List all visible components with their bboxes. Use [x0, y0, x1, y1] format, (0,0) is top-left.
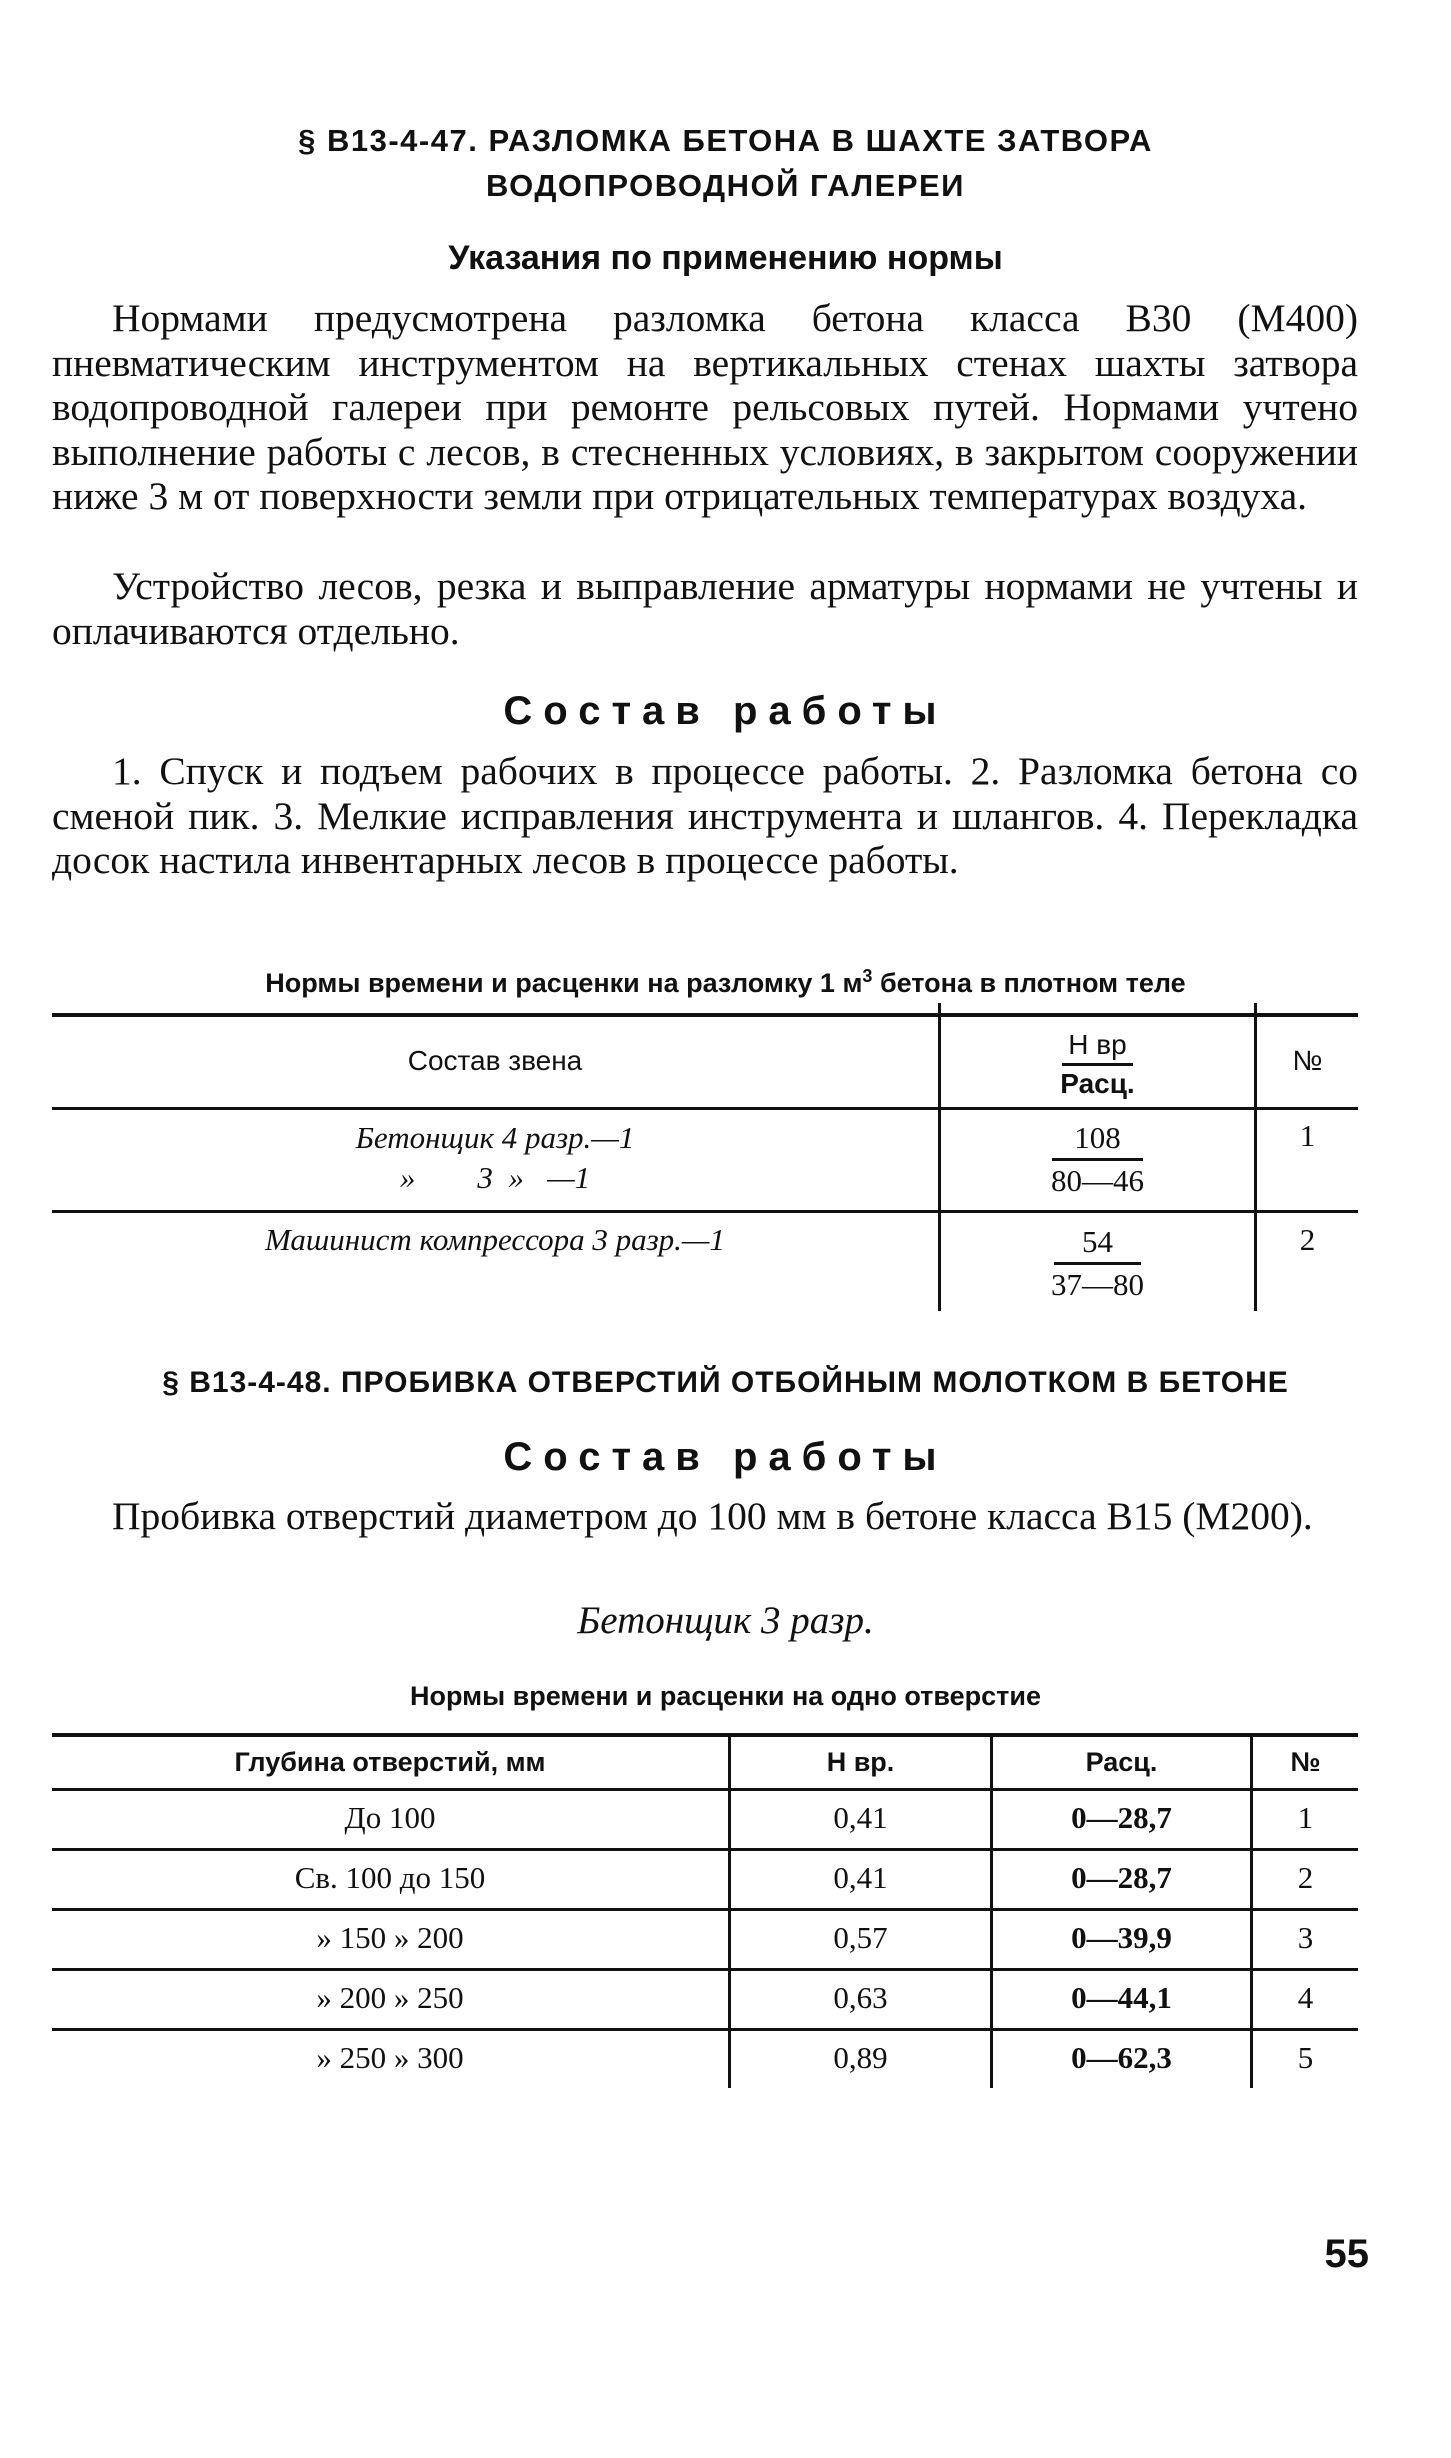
guidance-heading: Указания по применению нормы	[448, 239, 1003, 277]
worker-grade: Бетонщик 3 разр.	[577, 1599, 874, 1642]
table2-header-hvr: Н вр.	[826, 1747, 895, 1777]
work-text-1: 1. Спуск и подъем рабочих в процессе работы. 2. Разломка бетона со сменой пик. 3. Мелкие исправления инструмента и шлангов. 4. Перекладка досок настила инвентарных лесов в процессе работы.	[52, 749, 1358, 882]
table2-row2-no: 2	[1297, 1860, 1314, 1895]
table2-row2-rasc: 0—28,7	[1071, 1860, 1172, 1895]
table1-row2-crew: Машинист компрессора 3 разр.—1	[265, 1222, 725, 1257]
table2-header-rule	[52, 1788, 1358, 1791]
work-heading-2: Состав работы	[503, 1435, 948, 1479]
table2-row-rule-2	[52, 1908, 1358, 1911]
table1-row1-norm	[941, 1118, 1254, 1201]
table2-row5-rasc: 0—62,3	[1071, 2040, 1172, 2075]
table1-row2-rasc: 37—80	[1051, 1267, 1144, 1302]
table2-row1-rasc: 0—28,7	[1071, 1800, 1172, 1835]
table2-row3-hvr: 0,57	[833, 1920, 888, 1955]
table1-row1-rasc: 80—46	[1051, 1163, 1144, 1198]
section-title-line1: § В13-4-47. РАЗЛОМКА БЕТОНА В ШАХТЕ ЗАТВОРА	[298, 123, 1153, 158]
table2-row-rule-4	[52, 2028, 1358, 2031]
table2-col-divider-1	[728, 1733, 731, 2088]
table1-row2-norm	[941, 1222, 1254, 1305]
table1-header-hvr: Н вр	[1062, 1027, 1132, 1066]
table2-row3-depth: » 150 » 200	[316, 1920, 464, 1955]
table1-row1-hvr: 108	[1052, 1118, 1143, 1161]
table2-row3-rasc: 0—39,9	[1071, 1920, 1172, 1955]
table1-header-no: №	[1292, 1045, 1323, 1076]
table2-header-depth: Глубина отверстий, мм	[234, 1747, 546, 1777]
table1-caption-suffix: бетона в плотном теле	[872, 968, 1186, 998]
table2-row5-hvr: 0,89	[833, 2040, 888, 2075]
table1-caption-superscript: 3	[862, 966, 873, 986]
table1-row1-no: 1	[1299, 1118, 1316, 1153]
table1-row2-no: 2	[1299, 1222, 1316, 1257]
paragraph-guidance-1: Нормами предусмотрена разломка бетона класса В30 (М400) пневматическим инструментом на вертикальных стенах шахты затвора водопроводной галереи при ремонте рельсовых путей. Нормами учтено выполнение работы с лесов, в стесненных условиях, в закрытом сооружении ниже 3 м от поверхности земли при отрицательных температурах воздуха.	[52, 296, 1358, 518]
table2-caption: Нормы времени и расценки на одно отверстие	[409, 1681, 1042, 1711]
table1-row1-crew-line2: » 3 » —1	[399, 1160, 591, 1195]
table2-col-divider-2	[990, 1733, 993, 2088]
table2-top-rule	[52, 1733, 1358, 1737]
work-heading-1: Состав работы	[503, 689, 948, 733]
work-text-2: Пробивка отверстий диаметром до 100 мм в бетоне класса В15 (М200).	[112, 1494, 1313, 1538]
table2-row1-hvr: 0,41	[833, 1800, 888, 1835]
table2-row5-depth: » 250 » 300	[316, 2040, 464, 2075]
table2-col-divider-3	[1250, 1733, 1253, 2088]
table1-row1-crew	[52, 1118, 938, 1198]
table2-row4-hvr: 0,63	[833, 1980, 888, 2015]
table2-row4-rasc: 0—44,1	[1071, 1980, 1172, 2015]
table1-caption	[0, 958, 1451, 1001]
section-title-line2: ВОДОПРОВОДНОЙ ГАЛЕРЕИ	[486, 168, 965, 203]
table1-header-crew: Состав звена	[407, 1045, 583, 1076]
table2-row4-no: 4	[1297, 1980, 1314, 2015]
table1-row1-crew-line1: Бетонщик 4 разр.—1	[355, 1120, 635, 1155]
table2-row1-depth: До 100	[344, 1800, 436, 1835]
table1-top-rule	[52, 1013, 1358, 1017]
section2-title: § В13-4-48. ПРОБИВКА ОТВЕРСТИЙ ОТБОЙНЫМ МОЛОТКОМ В БЕТОНЕ	[162, 1366, 1289, 1399]
table1-row-rule	[52, 1210, 1358, 1213]
table1-header-rasc: Расц.	[1060, 1068, 1135, 1099]
page-number: 55	[1324, 2232, 1369, 2276]
table2-header-no: №	[1290, 1747, 1321, 1777]
table2-row-rule-1	[52, 1848, 1358, 1851]
table2-row3-no: 3	[1297, 1920, 1314, 1955]
table2-row2-depth: Св. 100 до 150	[294, 1860, 486, 1895]
paragraph-guidance-2: Устройство лесов, резка и выправление арматуры нормами не учтены и оплачиваются отдельно.	[52, 564, 1358, 653]
table2-row4-depth: » 200 » 250	[316, 1980, 464, 2015]
table2-header-rasc: Расц.	[1085, 1747, 1158, 1777]
table1-header-rule	[52, 1107, 1358, 1110]
table1-header-norm	[941, 1027, 1254, 1102]
table2-row2-hvr: 0,41	[833, 1860, 888, 1895]
table1-row2-hvr: 54	[1054, 1222, 1141, 1265]
table1-caption-prefix: Нормы времени и расценки на разломку 1 м	[265, 968, 863, 998]
table2-row5-no: 5	[1297, 2040, 1314, 2075]
table2-row1-no: 1	[1297, 1800, 1314, 1835]
table2-row-rule-3	[52, 1968, 1358, 1971]
